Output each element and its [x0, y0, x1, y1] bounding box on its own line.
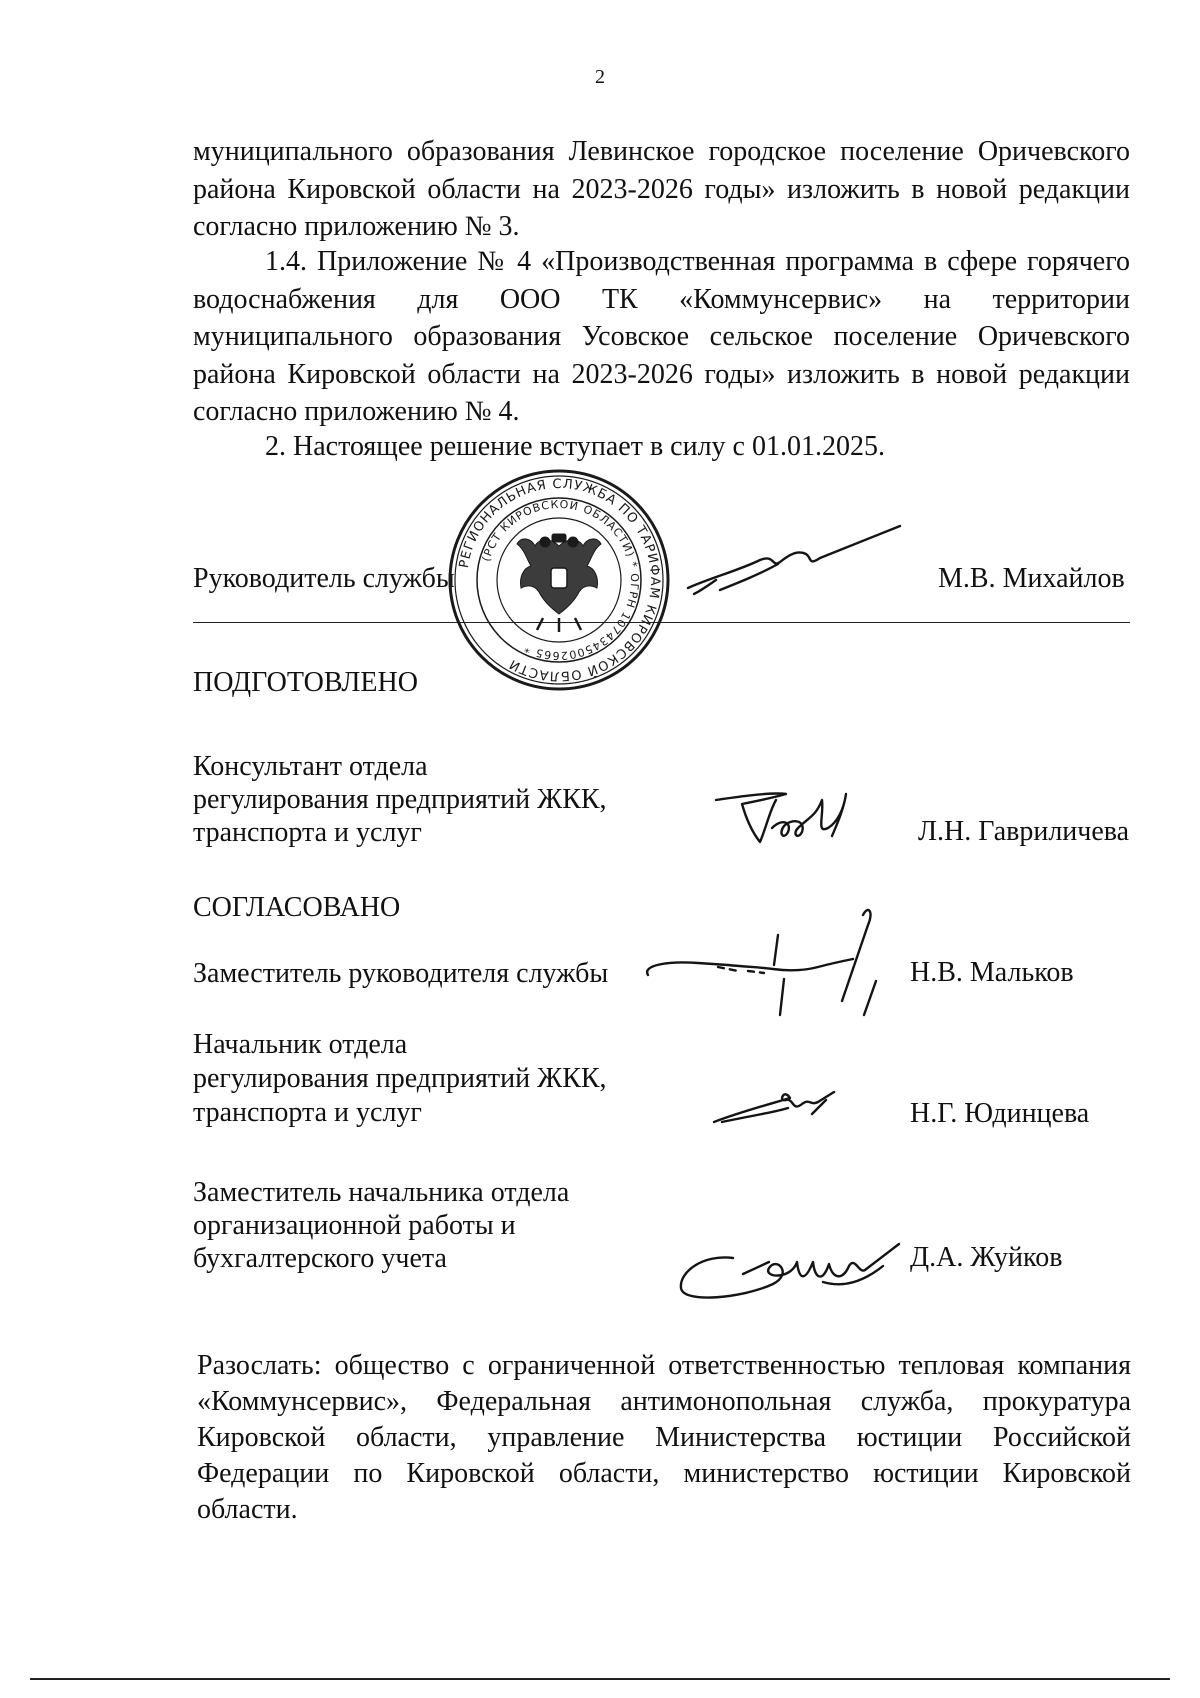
page-bottom-rule [30, 1678, 1170, 1680]
head-signature [680, 520, 910, 610]
position-line: бухгалтерского учета [193, 1243, 447, 1274]
official-stamp [447, 468, 671, 692]
head-position: Руководитель службы [193, 563, 455, 594]
agreed-signer-1-name: Н.В. Мальков [910, 957, 1074, 988]
agreed-signer-3-name: Д.А. Жуйков [910, 1242, 1063, 1273]
prepared-position [193, 750, 607, 849]
agreed-signer-2-position [193, 1028, 607, 1130]
stamp-outer-text: РЕГИОНАЛЬНАЯ СЛУЖБА ПО ТАРИФАМ КИРОВСКОЙ ОБЛАСТИ [456, 476, 663, 684]
text-line: муниципального образования Усовское сельское поселение Оричевского [193, 321, 1130, 352]
page-number: 2 [595, 66, 605, 88]
text-line: Разослать: общество с ограниченной ответственностью тепловая компания [197, 1350, 1131, 1381]
head-name: М.В. Михайлов [938, 563, 1125, 594]
position-line: организационной работы и [193, 1210, 516, 1241]
agreed-signer-1-signature [638, 905, 918, 1025]
position-line: транспорта и услуг [193, 817, 422, 848]
text-line: 2. Настоящее решение вступает в силу с 01.01.2025. [265, 431, 885, 462]
paragraph-3 [193, 428, 1130, 466]
distribution-list [197, 1348, 1131, 1528]
position-line: Консультант отдела [193, 751, 428, 782]
text-line: Кировской области, управление Министерства юстиции Российской [197, 1422, 1131, 1453]
agreed-signer-1-position: Заместитель руководителя службы [193, 958, 609, 989]
text-line: района Кировской области на 2023-2026 годы» изложить в новой редакции [193, 358, 1130, 390]
text-line: «Коммунсервис», Федеральная антимонопольная служба, прокуратура [197, 1386, 1131, 1417]
position-line: Начальник отдела [193, 1029, 408, 1060]
paragraph-2 [193, 243, 1130, 431]
agreed-signer-3-position [193, 1176, 569, 1275]
position-line: регулирования предприятий ЖКК, [193, 1063, 607, 1094]
agreed-heading: СОГЛАСОВАНО [193, 892, 401, 923]
prepared-heading: ПОДГОТОВЛЕНО [193, 667, 418, 698]
text-line: района Кировской области на 2023-2026 годы» изложить в новой редакции [193, 173, 1130, 205]
text-line: Федерации по Кировской области, министерство юстиции Кировской [197, 1458, 1131, 1489]
text-line: водоснабжения для ООО ТК «Коммунсервис» на территории [193, 283, 1130, 315]
text-line: области. [197, 1494, 298, 1525]
text-line: 1.4. Приложение № 4 «Производственная программа в сфере горячего [265, 246, 1130, 277]
agreed-signer-3-signature [673, 1222, 913, 1308]
stamp-inner-text: (РСТ КИРОВСКОЙ ОБЛАСТИ) * ОГРН 1074345002665 * [479, 497, 642, 663]
agreed-signer-2-name: Н.Г. Юдинцева [910, 1098, 1090, 1129]
text-line: согласно приложению № 3. [193, 211, 520, 242]
paragraph-1 [193, 133, 1130, 246]
prepared-name: Л.Н. Гавриличева [918, 816, 1130, 847]
prepared-signature [712, 788, 862, 854]
position-line: транспорта и услуг [193, 1097, 422, 1128]
position-line: Заместитель начальника отдела [193, 1177, 570, 1208]
position-line: регулирования предприятий ЖКК, [193, 784, 607, 815]
text-line: согласно приложению № 4. [193, 396, 520, 427]
text-line: муниципального образования Левинское городское поселение Оричевского [193, 136, 1130, 167]
agreed-signer-2-signature [710, 1078, 840, 1130]
